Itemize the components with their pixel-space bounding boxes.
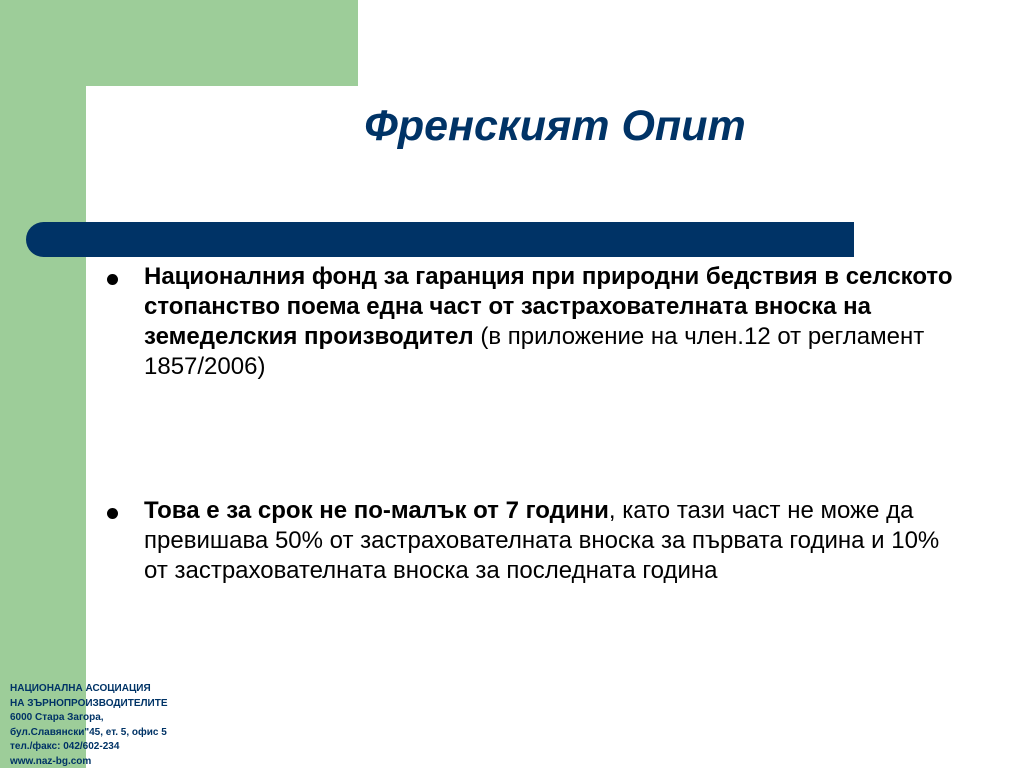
bullet-bold-text: Националния фонд за гаранция при природни бедствия в селското стопанство поема една част от застрахователната вноска на земеделския производител [144, 263, 953, 350]
bullet-bold-text: Това е за срок не по-малък от 7 години [144, 497, 609, 524]
footer-contact-info [10, 682, 168, 768]
green-frame-left [0, 0, 86, 768]
slide-title: Френският Опит [364, 102, 746, 150]
bullet-item [104, 496, 954, 586]
footer-line: бул.Славянски"45, ет. 5, офис 5 [10, 726, 167, 738]
bullet-item [104, 262, 954, 382]
footer-line: 6000 Стара Загора, [10, 712, 104, 723]
title-underline-bar [26, 222, 854, 257]
green-frame-top [0, 0, 358, 86]
footer-line: тел./факс: 042/602-234 [10, 741, 120, 752]
bullet-dot-icon [107, 274, 118, 285]
bullet-regular-text: , като тази част не може да превишава 50% от застрахователната вноска за първата година и 10% от застрахователната вноска за последната година [144, 497, 940, 584]
bullet-regular-text: (в приложение на член.12 от регламент 1857/2006) [144, 323, 925, 380]
footer-line: НАЦИОНАЛНА АСОЦИАЦИЯ [10, 683, 151, 694]
footer-website: www.naz-bg.com [10, 755, 92, 767]
bullet-list [104, 262, 954, 586]
footer-line: НА ЗЪРНОПРОИЗВОДИТЕЛИТЕ [10, 697, 168, 709]
bullet-dot-icon [107, 508, 118, 519]
